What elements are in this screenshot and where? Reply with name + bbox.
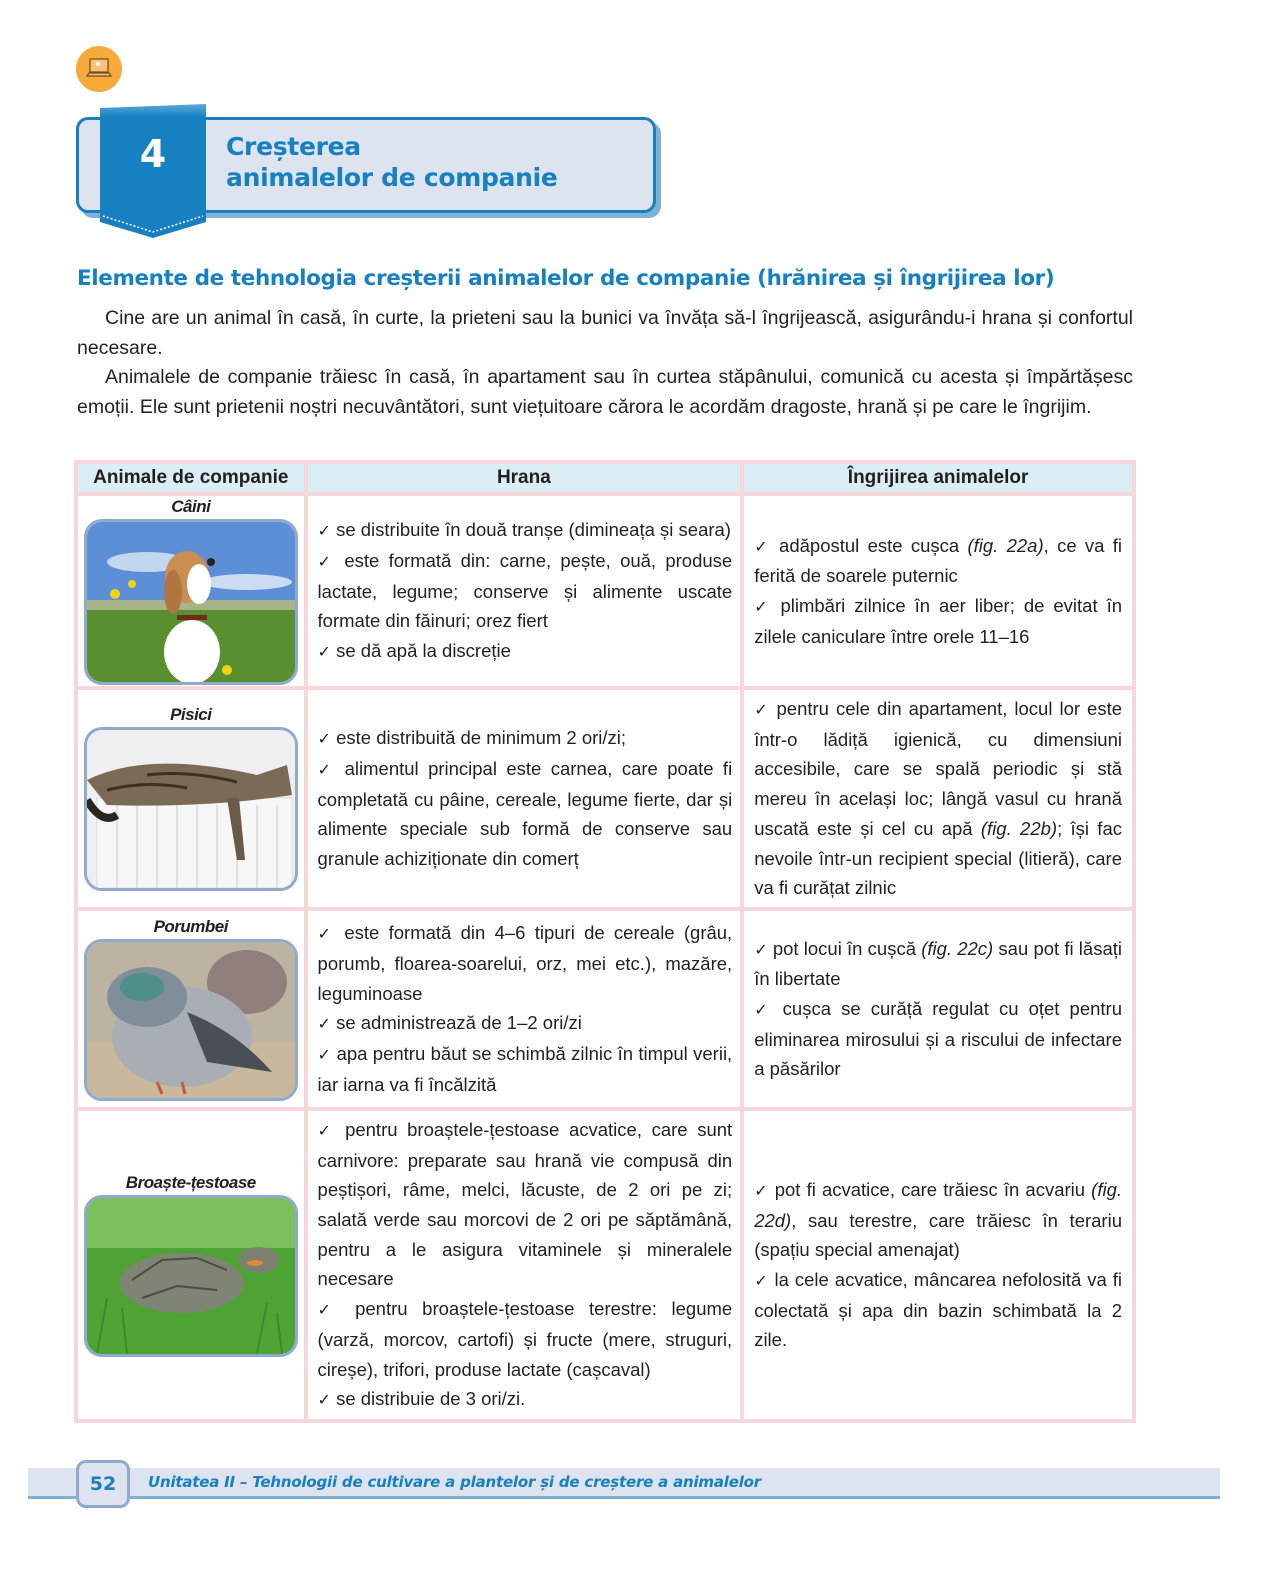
header-animals: Animale de companie — [78, 464, 304, 492]
check-icon: ✓ — [754, 1000, 773, 1020]
intro-paragraph: Animalele de companie trăiesc în casă, în apartament sau în curtea stăpânului, comunică cu acesta și împărtășesc emoții. Ele sunt prietenii noștri necuvântători, sunt viețuitoare cărora le acordăm dragoste, hrană și pe care le îngrijim. — [77, 366, 1133, 418]
food-item — [318, 723, 733, 754]
table-header-row — [78, 464, 1132, 492]
check-icon: ✓ — [317, 551, 336, 571]
care-item-text: ; își fac nevoile într-un recipient special (litieră), care va fi curățat zilnic — [754, 817, 1122, 899]
care-item — [754, 1265, 1122, 1355]
figure-reference: (fig. 22b) — [980, 817, 1058, 839]
food-item — [318, 754, 733, 874]
intro-paragraph: Cine are un animal în casă, în curte, la prieteni sau la bunici va învăța să-l îngrijească, asigurându-i hrana și confortul necesare. — [77, 307, 1133, 359]
food-item-text: este formată din: carne, pește, ouă, produse lactate, legume; conserve și alimente uscate formate din făinuri; orez fiert — [317, 549, 733, 632]
laptop-icon — [76, 46, 122, 92]
food-item-text: se distribuie de 3 ori/zi. — [336, 1388, 526, 1410]
header-food: Hrana — [308, 464, 741, 492]
animal-name: Câini — [171, 497, 211, 516]
footer-unit-title: Unitatea II – Tehnologii de cultivare a plantelor și de creștere a animalelor — [148, 1473, 761, 1491]
chapter-number: 4 — [139, 132, 167, 176]
food-item-text: se dă apă la discreție — [336, 640, 511, 662]
food-cell — [308, 496, 741, 686]
care-item-text: plimbări zilnice în aer liber; de evitat în zilele caniculare între orele 11–16 — [754, 595, 1123, 647]
food-item — [318, 1039, 733, 1099]
food-item — [318, 515, 733, 546]
intro-text — [77, 304, 1133, 422]
animal-cell — [78, 1111, 304, 1419]
figure-reference: (fig. 22d) — [754, 1178, 1123, 1231]
food-item — [318, 1384, 733, 1415]
care-item-text: sau pot fi lăsați în libertate — [754, 937, 1122, 990]
figure-reference: (fig. 22c) — [921, 937, 994, 959]
check-icon: ✓ — [317, 642, 331, 662]
care-table — [74, 460, 1136, 1423]
food-item — [318, 546, 733, 636]
animal-name: Broaște-țestoase — [125, 1172, 256, 1192]
food-item-text: este distribuită de minimum 2 ori/zi; — [336, 727, 627, 749]
check-icon: ✓ — [754, 597, 772, 616]
check-icon: ✓ — [317, 1045, 332, 1065]
food-item-text: pentru broaștele-țestoase acvatice, care sunt carnivore: preparate sau hrană vie compusă din peștișori, râme, melci, lăcuste, de 2 ori pe zi; salată verde sau morcovi de 2 ori pe săptămână, pentru a le asigura vitaminele și mineralele necesare — [317, 1118, 733, 1290]
table-row — [78, 690, 1132, 907]
check-icon: ✓ — [754, 1270, 769, 1290]
care-item-text: pentru cele din apartament, locul lor este într-o lădiță igienică, cu dimensiuni accesibile, care se spală periodic și stă mereu în același loc; lângă vasul cu hrană uscată este și cel cu apă — [754, 698, 1123, 839]
animal-cell — [78, 690, 304, 907]
care-item-text: adăpostul este cușca — [779, 534, 968, 556]
dog-photo — [84, 519, 298, 685]
check-icon: ✓ — [317, 1014, 331, 1034]
care-item-text: la cele acvatice, mâncarea nefolosită va fi colectată și apa din bazin schimbată la 2 zile. — [754, 1268, 1123, 1351]
care-cell — [744, 911, 1132, 1107]
table-row — [78, 496, 1132, 686]
care-item — [754, 694, 1122, 903]
check-icon: ✓ — [754, 700, 770, 719]
food-item-text: este formată din 4–6 tipuri de cereale (grâu, porumb, floarea-soarelui, orz, mei etc.), mazăre, leguminoase — [317, 922, 733, 1004]
pigeon-photo — [84, 939, 298, 1101]
care-item — [754, 1175, 1122, 1265]
food-cell — [308, 690, 741, 907]
food-cell — [308, 1111, 741, 1419]
care-item — [754, 531, 1122, 591]
page-number: 52 — [76, 1460, 130, 1508]
check-icon: ✓ — [317, 729, 331, 749]
section-title: Elemente de tehnologia creșterii animalelor de companie (hrănirea și îngrijirea lor) — [77, 266, 1055, 291]
care-cell — [744, 496, 1132, 686]
cat-photo — [84, 727, 298, 891]
table-row — [78, 1111, 1132, 1419]
food-item-text: se administrează de 1–2 ori/zi — [336, 1012, 582, 1034]
food-item — [318, 918, 733, 1008]
food-item — [318, 1115, 733, 1294]
care-item-text: pot locui în cușcă — [772, 937, 922, 959]
check-icon: ✓ — [317, 759, 336, 779]
check-icon: ✓ — [754, 536, 771, 556]
care-item-text: pot fi acvatice, care trăiesc în acvariu — [774, 1178, 1092, 1200]
care-cell — [744, 690, 1132, 907]
food-item — [318, 1294, 733, 1384]
chapter-title — [226, 131, 558, 193]
food-item-text: pentru broaștele-țestoase terestre: legume (varză, morcov, cartofi) și fructe (mere, struguri, cireșe), trifori, produse lactate (cașcaval) — [317, 1298, 733, 1380]
animal-cell — [78, 496, 304, 686]
animal-name: Porumbei — [153, 916, 228, 936]
care-item — [754, 994, 1122, 1084]
table-row — [78, 911, 1132, 1107]
chapter-title-line1: Creșterea — [226, 132, 361, 161]
care-item — [754, 591, 1122, 651]
care-item — [754, 934, 1122, 994]
food-item — [318, 1008, 733, 1039]
food-item-text: apa pentru băut se schimbă zilnic în timpul verii, iar iarna va fi încălzită — [317, 1043, 733, 1095]
turtle-photo — [84, 1195, 298, 1357]
check-icon: ✓ — [317, 521, 331, 541]
animal-cell — [78, 911, 304, 1107]
check-icon: ✓ — [317, 1390, 331, 1410]
food-item — [318, 636, 733, 667]
check-icon: ✓ — [317, 924, 336, 944]
food-item-text: se distribuite în două tranșe (dimineața și seara) — [336, 519, 731, 541]
check-icon: ✓ — [317, 1300, 341, 1320]
care-item-text: , sau terestre, care trăiesc în terariu (spațiu special amenajat) — [754, 1209, 1122, 1261]
check-icon: ✓ — [754, 939, 768, 959]
care-item-text: cușca se curăță regulat cu oțet pentru eliminarea mirosului și a riscului de infectare a păsărilor — [754, 998, 1123, 1080]
check-icon: ✓ — [317, 1120, 336, 1140]
care-item-text: , ce va fi ferită de soarele puternic — [754, 534, 1122, 587]
check-icon: ✓ — [754, 1180, 769, 1200]
food-item-text: alimentul principal este carnea, care poate fi completată cu pâine, cereale, legume fierte, dar și alimente speciale sub formă de conserve sau granule achiziționate din comerț — [317, 757, 733, 870]
chapter-title-line2: animalelor de companie — [226, 163, 558, 192]
animal-name: Pisici — [170, 705, 212, 725]
food-cell — [308, 911, 741, 1107]
header-care: Îngrijirea animalelor — [744, 464, 1132, 492]
care-cell — [744, 1111, 1132, 1419]
figure-reference: (fig. 22a) — [967, 534, 1044, 556]
